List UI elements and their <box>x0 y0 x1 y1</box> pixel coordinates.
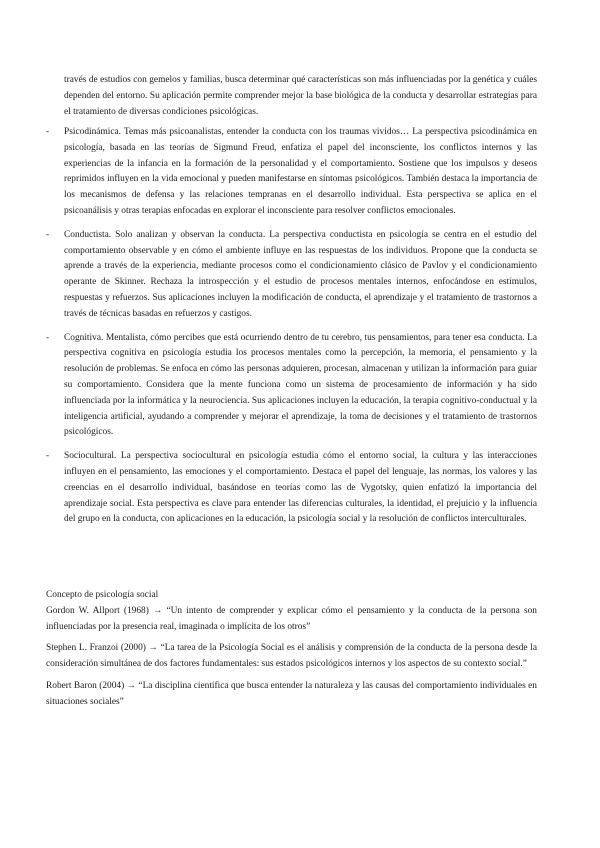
list-item-text: Cognitiva. Mentalista, cómo percibes que está ocurriendo dentro de tu cerebro, tus pensamientos, para tener esa conducta. La perspectiva cognitiva en psicología estudia los procesos mentales como la percepción, la memoria, el pensamiento y la resolución de problemas. Se enfoca en cómo las personas adquieren, procesan, almacenan y utilizan la información para guiar su comportamiento. Considera que la mente funciona como un sistema de procesamiento de información y ha sido influenciada por la informática y la neurociencia. Sus aplicaciones incluyen la educación, la terapia cognitivo-conductual y la inteligencia artificial, ayudando a comprender y mejorar el aprendizaje, la toma de decisiones y el tratamiento de trastornos psicológicos. <box>64 332 537 438</box>
list-item-psicodinamica <box>46 125 537 220</box>
list-item-conductista <box>46 228 537 323</box>
bullet-dash: - <box>46 332 50 343</box>
social-psychology-section <box>46 588 537 717</box>
list-item-text: Psicodinámica. Temas más psicoanalistas, entender la conducta con los traumas vividos… La perspectiva psicodinámica en psicología, basada en las teorías de Sigmund Freud, enfatiza el papel del inconsciente, los conflictos internos y las experiencias de la infancia en la formación de la personalidad y el comportamiento. Sostiene que los impulsos y deseos reprimidos influyen en la vida emocional y pueden manifestarse en síntomas psicológicos. También destaca la importancia de los mecanismos de defensa y las relaciones tempranas en el desarrollo individual. Esta perspectiva se aplica en el psicoanálisis y otras terapias enfocadas en explorar el inconsciente para resolver conflictos emocionales. <box>64 127 537 216</box>
list-item-text: Sociocultural. La perspectiva sociocultural en psicología estudia cómo el entorno social, la cultura y las interacciones influyen en el pensamiento, las emociones y el comportamiento. Destaca el papel del lenguaje, las normas, los valores y las creencias en el desarrollo individual, basándose en teorías como las de Vygotsky, quien enfatizó la importancia del aprendizaje social. Esta perspectiva es clave para entender las diferencias culturales, la identidad, el prejuicio y la influencia del grupo en la conducta, con aplicaciones en la educación, la psicología social y la resolución de conflictos interculturales. <box>64 451 537 525</box>
perspectives-list <box>46 125 537 536</box>
bullet-dash: - <box>46 451 50 462</box>
definition-allport: Gordon W. Allport (1968) → “Un intento de comprender y explicar cómo el pensamiento y la conducta de la persona son influenciadas por la presencia real, imaginada o implícita de los otros” <box>46 605 537 632</box>
section-heading: Concepto de psicología social <box>46 590 159 600</box>
definition-franzoi: Stephen L. Franzoi (2000) → “La tarea de la Psicología Social es el análisis y comprensión de la conducta de la persona desde la consideración simultánea de dos factores fundamentales: sus estados psicológicos internos y los aspectos de su contexto social.” <box>46 643 537 670</box>
continuation-paragraph: través de estudios con gemelos y familias, busca determinar qué características son más influenciadas por la genética y cuáles dependen del entorno. Su aplicación permite comprender mejor la base biológica de la conducta y desarrollar estrategias para el tratamiento de diversas condiciones psicológicas. <box>64 75 537 117</box>
list-item-sociocultural <box>46 449 537 528</box>
bullet-dash: - <box>46 127 50 137</box>
definition-baron: Robert Baron (2004) → “La disciplina científica que busca entender la naturaleza y las causas del comportamiento individuales en situaciones sociales” <box>46 680 537 707</box>
list-item-text: Conductista. Solo analizan y observan la conducta. La perspectiva conductista en psicología se centra en el estudio del comportamiento observable y en cómo el ambiente influye en las respuestas de los individuos. Propone que la conducta se aprende a través de la experiencia, mediante procesos como el condicionamiento clásico de Pavlov y el condicionamiento operante de Skinner. Rechaza la introspección y el estudio de procesos mentales internos, enfocándose en estímulos, respuestas y refuerzos. Sus aplicaciones incluyen la modificación de conducta, el aprendizaje y el tratamiento de trastornos a través de técnicas basadas en refuerzos y castigos. <box>64 229 537 319</box>
list-item-cognitiva <box>46 331 537 442</box>
bullet-dash: - <box>46 229 50 240</box>
